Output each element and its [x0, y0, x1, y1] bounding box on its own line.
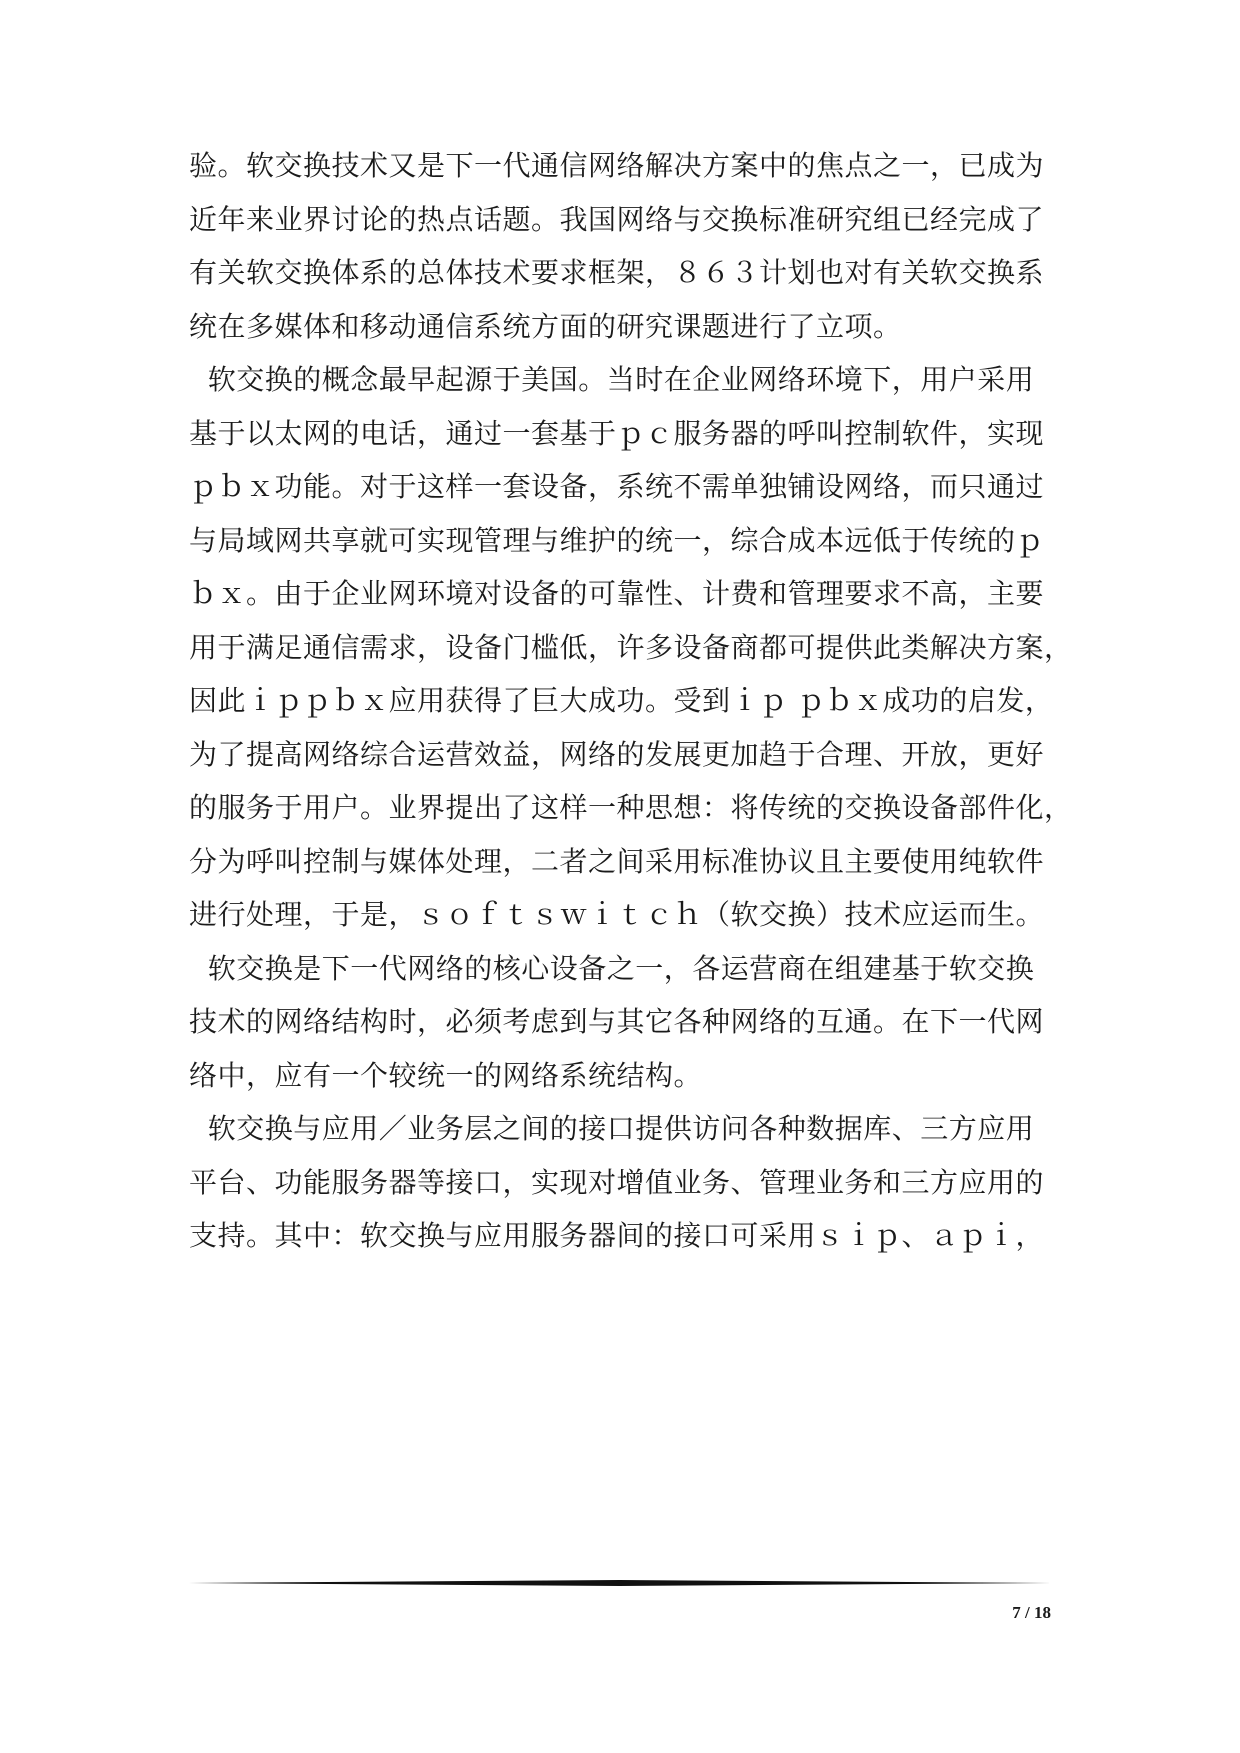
text-line: 因此ｉｐｐｂｘ应用获得了巨大成功。受到ｉｐ ｐｂｘ成功的启发，: [189, 684, 1054, 717]
text-line: 软交换与应用／业务层之间的接口提供访问各种数据库、三方应用: [189, 1112, 1035, 1145]
text-line: 分为呼叫控制与媒体处理，二者之间采用标准协议且主要使用纯软件: [189, 845, 1045, 878]
text-line: 与局域网共享就可实现管理与维护的统一，综合成本远低于传统的ｐ: [189, 524, 1045, 557]
text-line: 络中，应有一个较统一的网络系统结构。: [189, 1059, 703, 1092]
text-line: 软交换的概念最早起源于美国。当时在企业网络环境下，用户采用: [189, 363, 1035, 396]
footer-divider-line: [189, 1578, 1051, 1588]
text-line: 验。软交换技术又是下一代通信网络解决方案中的焦点之一，已成为: [189, 149, 1045, 182]
text-line: 基于以太网的电话，通过一套基于ｐｃ服务器的呼叫控制软件，实现: [189, 417, 1045, 450]
text-line: 为了提高网络综合运营效益，网络的发展更加趋于合理、开放，更好: [189, 738, 1045, 771]
text-line: 进行处理，于是，ｓｏｆｔｓｗｉｔｃｈ（软交换）技术应运而生。: [189, 898, 1045, 931]
text-line: 有关软交换体系的总体技术要求框架，８６３计划也对有关软交换系: [189, 256, 1045, 289]
text-line: 的服务于用户。业界提出了这样一种思想：将传统的交换设备部件化，: [189, 791, 1073, 824]
text-line: 统在多媒体和移动通信系统方面的研究课题进行了立项。: [189, 310, 902, 343]
text-line: 用于满足通信需求，设备门槛低，许多设备商都可提供此类解决方案，: [189, 631, 1073, 664]
text-line: 平台、功能服务器等接口，实现对增值业务、管理业务和三方应用的: [189, 1166, 1045, 1199]
text-line: 近年来业界讨论的热点话题。我国网络与交换标准研究组已经完成了: [189, 203, 1045, 236]
text-line: 软交换是下一代网络的核心设备之一，各运营商在组建基于软交换: [189, 952, 1035, 985]
footer-divider: [189, 1578, 1051, 1588]
text-line: ｂｘ。由于企业网环境对设备的可靠性、计费和管理要求不高，主要: [189, 577, 1045, 610]
text-line: 支持。其中：软交换与应用服务器间的接口可采用ｓｉｐ、ａｐｉ，: [189, 1219, 1045, 1252]
text-line: 技术的网络结构时，必须考虑到与其它各种网络的互通。在下一代网: [189, 1005, 1045, 1038]
page-number: 7 / 18: [1012, 1603, 1051, 1622]
text-line: ｐｂｘ功能。对于这样一套设备，系统不需单独铺设网络，而只通过: [189, 470, 1045, 503]
